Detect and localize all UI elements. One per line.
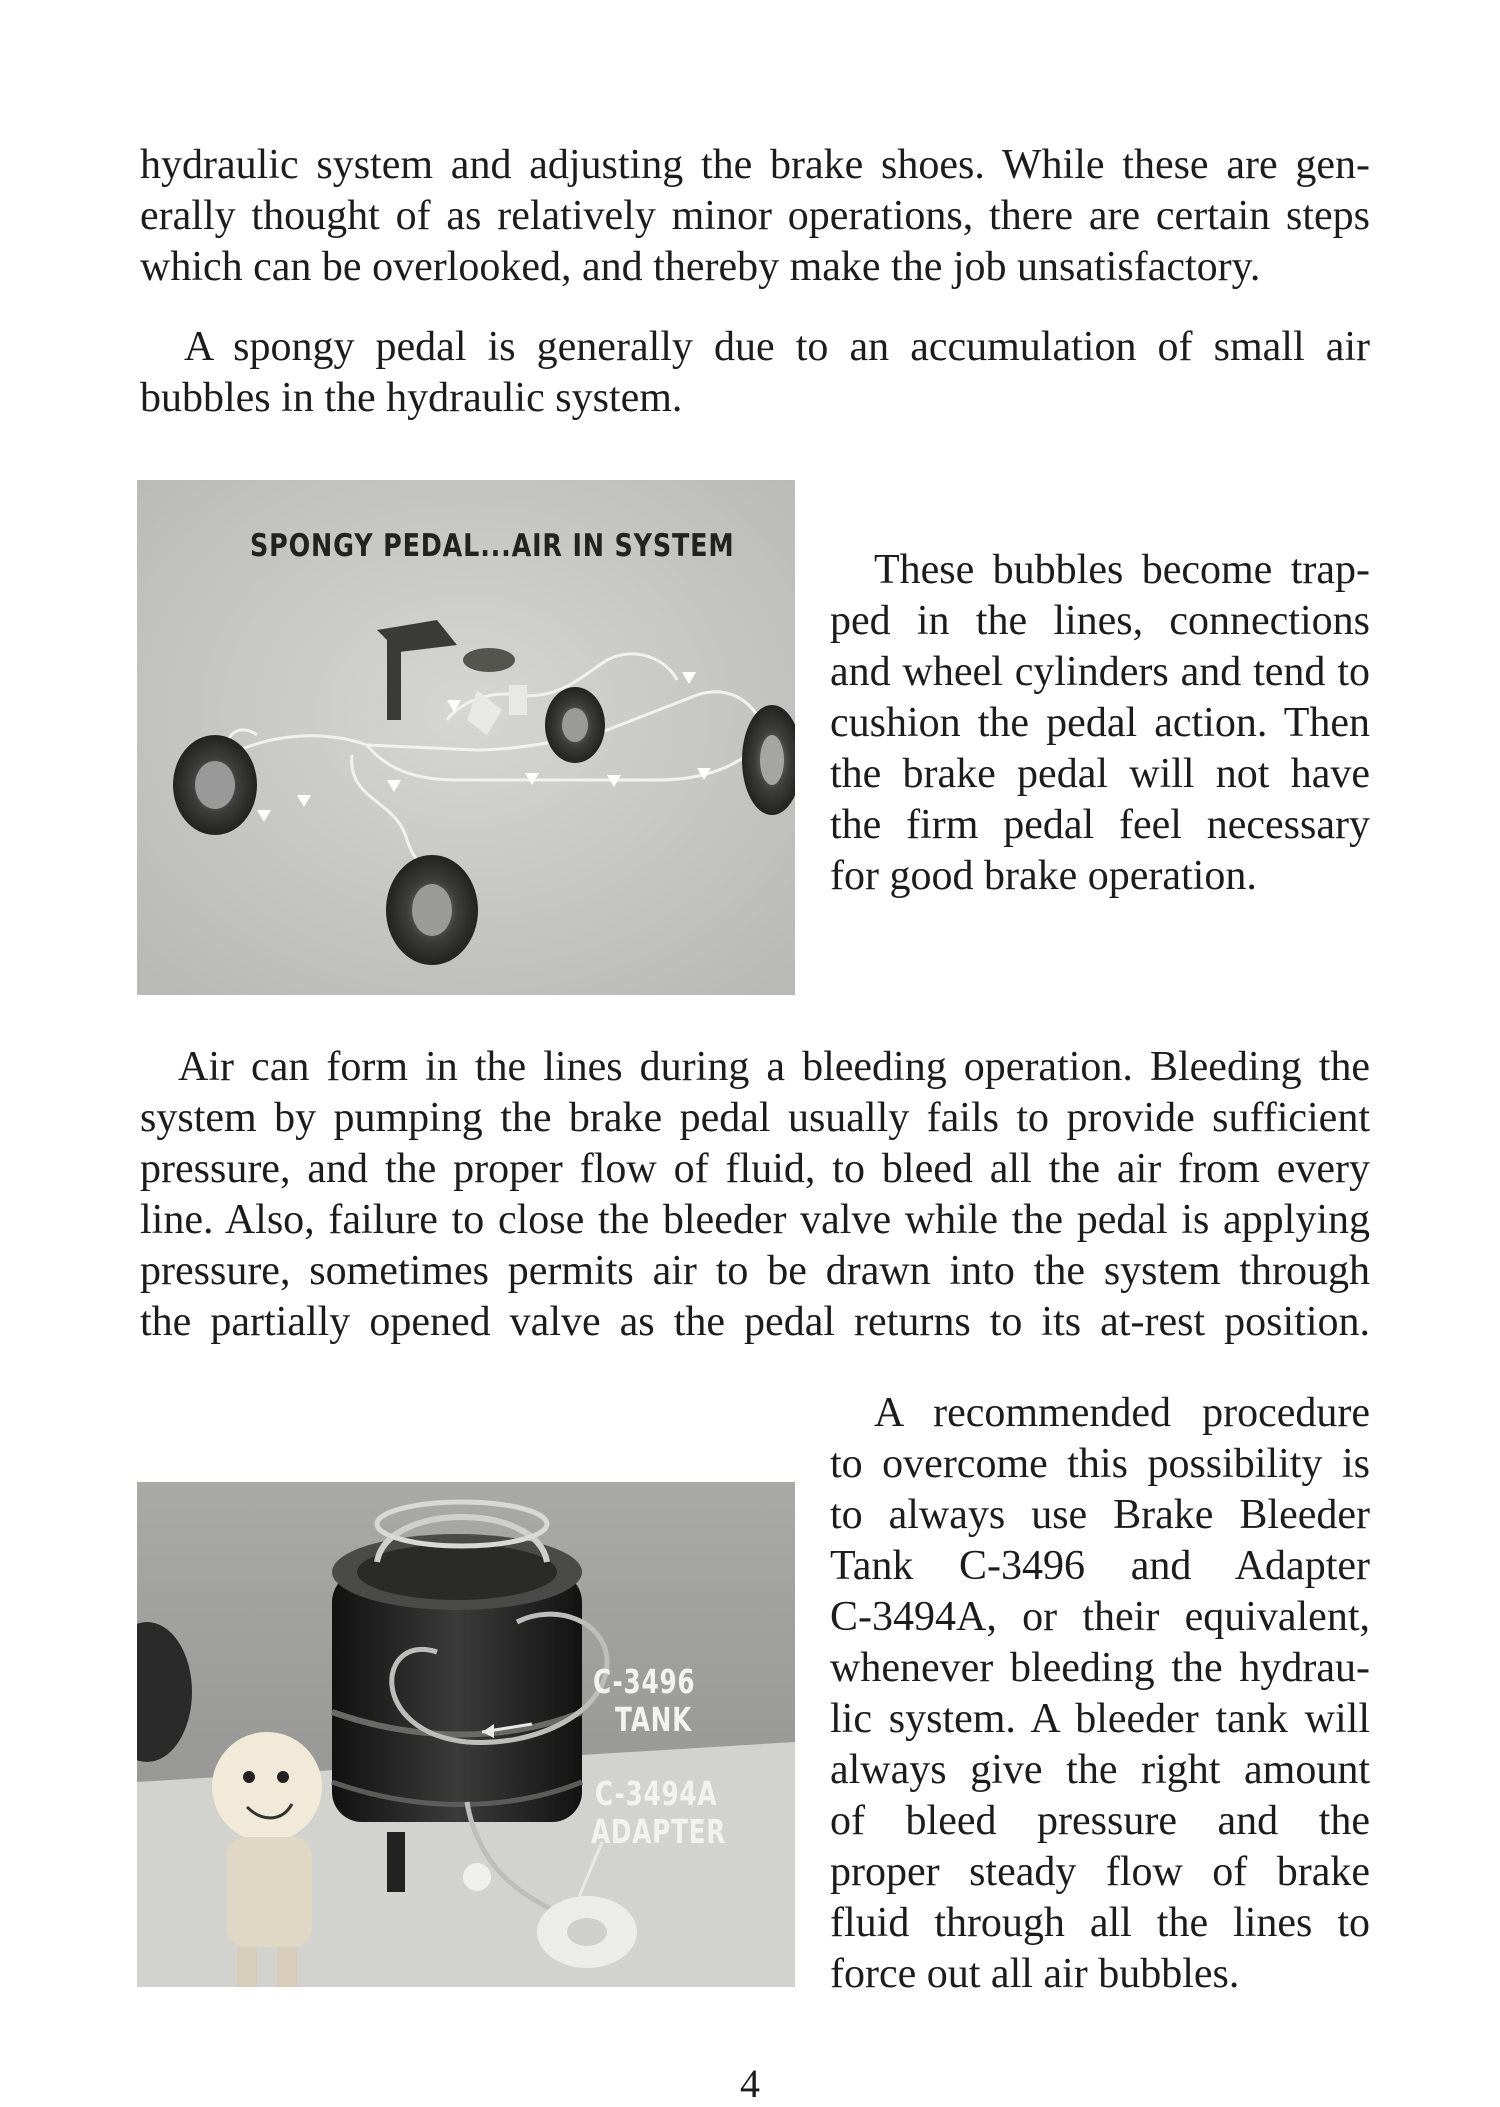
tank-word-label: TANK xyxy=(615,1700,693,1739)
text-line: always give the right amount xyxy=(830,1747,1370,1793)
text-line: the firm pedal feel necessary xyxy=(830,802,1370,848)
text-line: cushion the pedal action. Then xyxy=(830,700,1370,746)
text-line: to overcome this possibility is xyxy=(830,1441,1370,1487)
page-number: 4 xyxy=(740,2061,760,2106)
bleeder-tank-illustration xyxy=(137,1482,795,1987)
text-line: system by pumping the brake pedal usually fails to provide sufficient xyxy=(140,1095,1370,1141)
text-line: lic system. A bleeder tank will xyxy=(830,1696,1370,1742)
text-line: of bleed pressure and the xyxy=(830,1798,1370,1844)
text-line: A recommended procedure xyxy=(874,1390,1370,1436)
text-line: ped in the lines, connections xyxy=(830,598,1370,644)
paragraph-bubbles-trapped xyxy=(830,545,1370,902)
text-line: C-3494A, or their equivalent, xyxy=(830,1594,1370,1640)
text-line: pressure, sometimes permits air to be drawn into the system through xyxy=(140,1248,1370,1294)
text-line: fluid through all the lines to xyxy=(830,1900,1370,1946)
text-line: whenever bleeding the hydrau- xyxy=(830,1645,1370,1691)
text-line: erally thought of as relatively minor operations, there are certain steps xyxy=(140,193,1370,239)
text-line: force out all air bubbles. xyxy=(830,1951,1240,1997)
text-line: to always use Brake Bleeder xyxy=(830,1492,1370,1538)
photo-caption-spongy-pedal: SPONGY PEDAL...AIR IN SYSTEM xyxy=(250,528,735,564)
tank-part-number-label: C-3496 xyxy=(593,1662,696,1701)
text-line: the partially opened valve as the pedal returns to its at-rest position. xyxy=(140,1299,1370,1345)
paragraph-spongy-pedal xyxy=(140,322,1370,424)
brake-system-photo xyxy=(137,480,795,995)
text-line: A spongy pedal is generally due to an accumulation of small air xyxy=(184,324,1370,370)
adapter-part-number-label: C-3494A xyxy=(595,1774,718,1813)
text-line: hydraulic system and adjusting the brake shoes. While these are gen- xyxy=(140,142,1370,188)
text-line: for good brake operation. xyxy=(830,853,1257,899)
text-line: bubbles in the hydraulic system. xyxy=(140,375,683,421)
text-line: Air can form in the lines during a bleeding operation. Bleeding the xyxy=(178,1044,1370,1090)
paragraph-recommended-procedure xyxy=(830,1388,1370,2000)
text-line: which can be overlooked, and thereby make the job unsatisfactory. xyxy=(140,244,1261,290)
text-line: These bubbles become trap- xyxy=(874,547,1370,593)
text-line: line. Also, failure to close the bleeder valve while the pedal is applying xyxy=(140,1197,1370,1243)
paragraph-intro xyxy=(140,140,1370,293)
text-line: proper steady flow of brake xyxy=(830,1849,1370,1895)
text-line: the brake pedal will not have xyxy=(830,751,1370,797)
paragraph-air-in-lines xyxy=(140,1042,1370,1348)
text-line: pressure, and the proper flow of fluid, to bleed all the air from every xyxy=(140,1146,1370,1192)
text-line: and wheel cylinders and tend to xyxy=(830,649,1370,695)
adapter-word-label: ADAPTER xyxy=(591,1812,727,1851)
text-line: Tank C-3496 and Adapter xyxy=(830,1543,1370,1589)
bleeder-tank-photo xyxy=(137,1482,795,1987)
